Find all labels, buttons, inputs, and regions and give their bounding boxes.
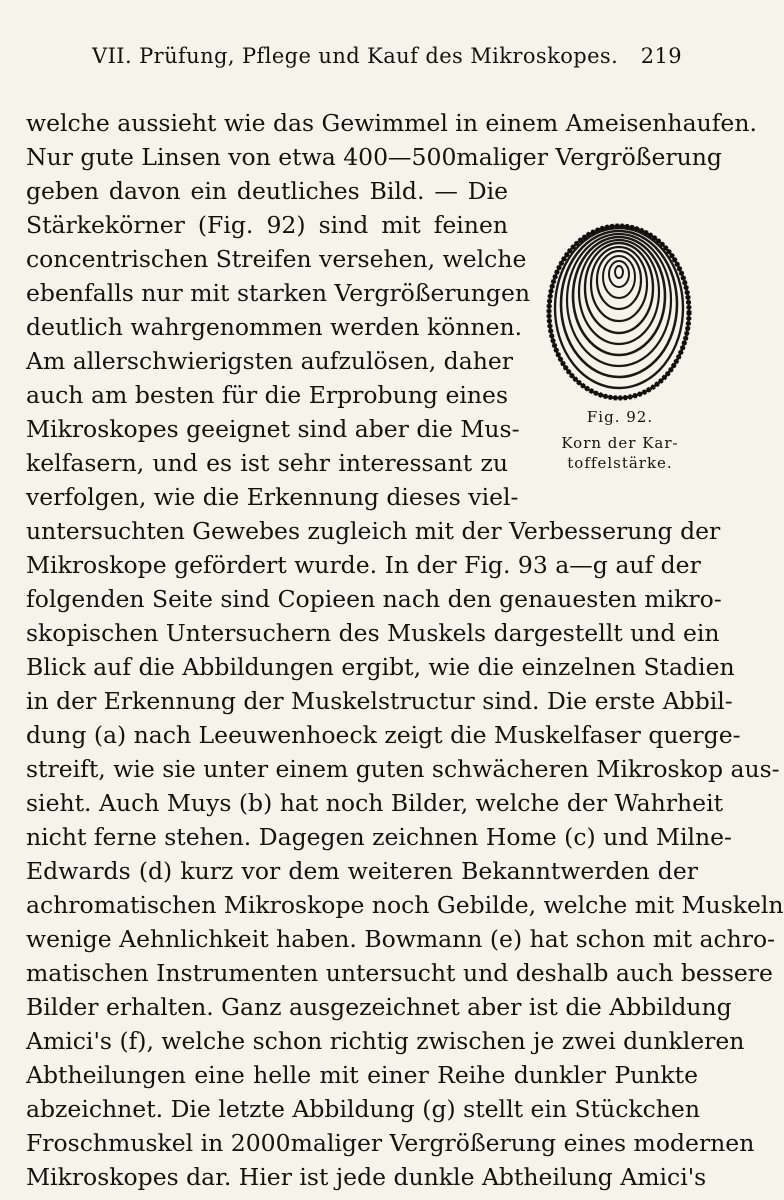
header-title: VII. Prüfung, Pflege und Kauf des Mikroskopes. bbox=[92, 44, 619, 68]
text-line: folgenden Seite sind Copieen nach den genauesten mikro- bbox=[26, 585, 722, 613]
page-number: 219 bbox=[640, 44, 682, 68]
text-line: Bilder erhalten. Ganz ausgezeichnet aber ist die Abbildung bbox=[26, 993, 732, 1021]
text-line: nicht ferne stehen. Dagegen zeichnen Home (c) und Milne- bbox=[26, 823, 732, 851]
text-line: Mikroskope gefördert wurde. In der Fig. 93 a—g auf der bbox=[26, 551, 701, 579]
text-line: Mikroskopes dar. Hier ist jede dunkle Abtheilung Amici's bbox=[26, 1163, 707, 1191]
text-line: verfolgen, wie die Erkennung dieses viel- bbox=[26, 483, 519, 511]
text-line: sieht. Auch Muys (b) hat noch Bilder, welche der Wahrheit bbox=[26, 789, 724, 817]
text-line: concentrischen Streifen versehen, welche bbox=[26, 245, 527, 273]
text-line: wenige Aehnlichkeit haben. Bowmann (e) hat schon mit achro- bbox=[26, 925, 776, 953]
text-line: skopischen Untersuchern des Muskels dargestellt und ein bbox=[26, 619, 720, 647]
starch-grain-illustration bbox=[524, 214, 714, 404]
text-line: matischen Instrumenten untersucht und deshalb auch bessere bbox=[26, 959, 773, 987]
text-line: Stärkekörner (Fig. 92) sind mit feinen bbox=[26, 211, 508, 239]
text-line: Froschmuskel in 2000maliger Vergrößerung eines modernen bbox=[26, 1129, 755, 1157]
figure-caption-line2: toffelstärke. bbox=[567, 454, 673, 472]
text-line: Blick auf die Abbildungen ergibt, wie die einzelnen Stadien bbox=[26, 653, 735, 681]
text-line: welche aussieht wie das Gewimmel in einem Ameisenhaufen. bbox=[26, 109, 757, 137]
text-line: achromatischen Mikroskope noch Gebilde, welche mit Muskeln bbox=[26, 891, 784, 919]
text-line: kelfasern, und es ist sehr interessant zu bbox=[26, 449, 508, 477]
text-line: Amici's (f), welche schon richtig zwischen je zwei dunkleren bbox=[26, 1027, 745, 1055]
text-line: untersuchten Gewebes zugleich mit der Verbesserung der bbox=[26, 517, 721, 545]
figure-caption-line1: Korn der Kar- bbox=[561, 434, 679, 452]
text-line: abzeichnet. Die letzte Abbildung (g) stellt ein Stückchen bbox=[26, 1095, 700, 1123]
text-line: dung (a) nach Leeuwenhoeck zeigt die Muskelfaser querge- bbox=[26, 721, 741, 749]
text-line: Nur gute Linsen von etwa 400—500maliger Vergrößerung bbox=[26, 143, 722, 171]
text-line: ebenfalls nur mit starken Vergrößerungen bbox=[26, 279, 531, 307]
running-header bbox=[92, 44, 682, 76]
text-line: Mikroskopes geeignet sind aber die Mus- bbox=[26, 415, 520, 443]
figure-92 bbox=[520, 198, 720, 488]
text-line: streift, wie sie unter einem guten schwächeren Mikroskop aus- bbox=[26, 755, 780, 783]
text-line: deutlich wahrgenommen werden können. bbox=[26, 313, 523, 341]
text-line: Abtheilungen eine helle mit einer Reihe dunkler Punkte bbox=[26, 1061, 698, 1089]
text-line: Am allerschwierigsten aufzulösen, daher bbox=[26, 347, 514, 375]
text-line: geben davon ein deutliches Bild. — Die bbox=[26, 177, 508, 205]
text-line: Edwards (d) kurz vor dem weiteren Bekanntwerden der bbox=[26, 857, 698, 885]
text-line: in der Erkennung der Muskelstructur sind. Die erste Abbil- bbox=[26, 687, 733, 715]
text-line: auch am besten für die Erprobung eines bbox=[26, 381, 508, 409]
figure-number: Fig. 92. bbox=[586, 408, 654, 426]
